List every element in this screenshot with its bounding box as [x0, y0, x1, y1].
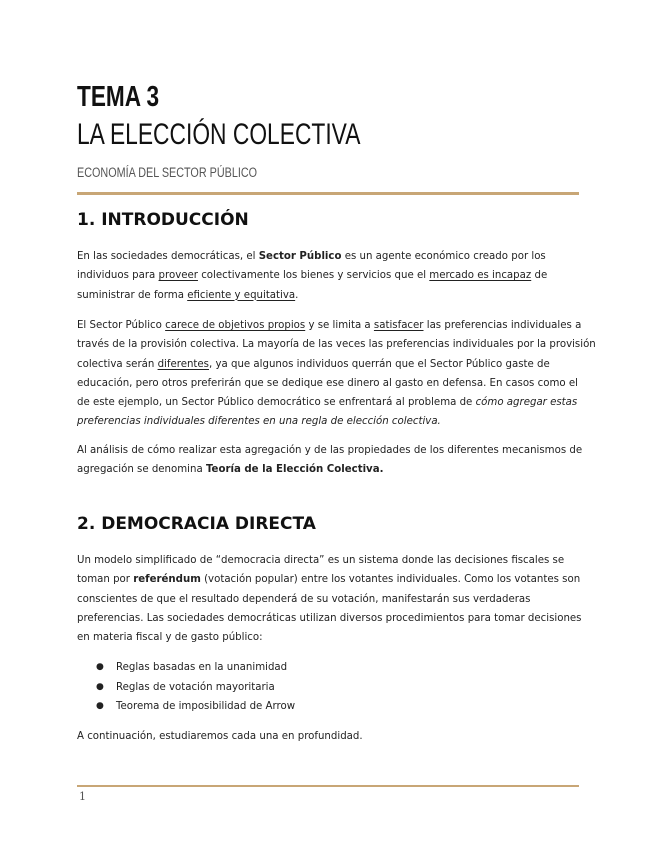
paragraph-closing: A continuación, estudiaremos cada una en profundidad.: [77, 731, 363, 742]
bullet-icon: ●: [96, 681, 104, 692]
section-heading-democracia-directa: 2. DEMOCRACIA DIRECTA: [77, 514, 316, 534]
footer-divider: [77, 785, 579, 787]
header-divider: [77, 192, 579, 195]
bullet-icon: ●: [96, 662, 104, 672]
paragraph-democracia-1: Un modelo simplificado de “democracia directa” es un sistema donde las decisiones fiscales se toman por referéndum (votación popular) entre los votantes individuales. Como los votantes son conscientes de que el resultado dependerá de su votación, manifestarán sus verdaderas preferencias. Las sociedades democráticas utilizan diversos procedimientos para tomar decisiones en materia fiscal y de gasto público:: [77, 555, 582, 644]
paragraph-intro-1: En las sociedades democráticas, el Sector Público es un agente económico creado por los individuos para proveer colectivamente los bienes y servicios que el mercado es incapaz de suministrar de forma eficiente y equitativa.: [77, 251, 548, 301]
list-item: ● Teorema de imposibilidad de Arrow: [96, 697, 295, 717]
document-title: LA ELECCIÓN COLECTIVA: [77, 118, 361, 151]
list-item: ● Reglas basadas en la unanimidad: [96, 658, 295, 678]
paragraph-intro-3: Al análisis de cómo realizar esta agregación y de las propiedades de los diferentes mecanismos de agregación se denomina Teoría de la Elección Colectiva.: [77, 445, 583, 476]
tema-label: TEMA 3: [77, 81, 160, 113]
paragraph-intro-2: El Sector Público carece de objetivos propios y se limita a satisfacer las preferencias individuales a través de la provisión colectiva. La mayoría de las veces las preferencias individuales por la provisión colectiva serán diferentes, ya que algunos individuos querrán que el Sector Público gaste de educación, pero otros preferirán que se dedique ese dinero al gasto en defensa. En casos como el de este ejemplo, un Sector Público democrático se enfrentará al problema de cómo agregar estas preferencias individuales diferentes en una regla de elección colectiva.: [77, 320, 596, 428]
section-heading-introduccion: 1. INTRODUCCIÓN: [77, 210, 249, 230]
course-name: ECONOMÍA DEL SECTOR PÚBLICO: [77, 165, 258, 180]
list-item: ● Reglas de votación mayoritaria: [96, 678, 295, 698]
procedures-list: [96, 658, 295, 717]
page-number: 1: [79, 790, 86, 803]
bullet-icon: ●: [96, 701, 104, 712]
